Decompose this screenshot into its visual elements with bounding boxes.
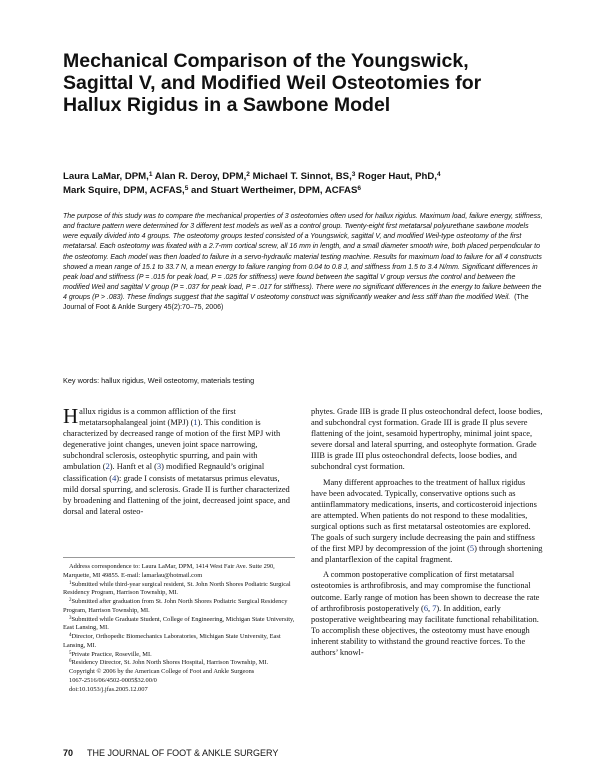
correspondence-note: Address correspondence to: Laura LaMar, DPM, 1414 West Fair Ave. Suite 290, Marquette, MI 49855. E-mail: lamarlau@hotmail.com (63, 563, 275, 579)
reference-link-6[interactable]: 6 (423, 603, 428, 613)
abstract-text: The purpose of this study was to compare the mechanical properties of 3 osteotomies often used for hallux rigidus. Maximum load, failure energy, stiffness, and fracture pattern were determined for 3 different test models as well as a control group. Twenty-eight first metatarsal polyurethane sawbone models were equally divided into 4 groups. The osteotomy groups tested consisted of a Youngswick, sagittal V, and modified Weil-type osteotomy of the first metatarsal. Each osteotomy was fixated with a 2.7-mm cortical screw, all 16 mm in length, and a small diameter smooth wire, both placed perpendicular to the osteotomy. Each model was then loaded to failure in a servo-hydraulic material testing machine. Results for maximum load to failure for all 4 constructs showed a mean range of 15.1 to 33.7 N, a mean energy to failure ranging from 0.04 to 0.8 J, and stiffness from 1.5 to 3.4 N/mm. Significant differences in peak load and stiffness (P = .015 for peak load, P = .025 for stiffness) were found between the sagittal V group versus the control and between the modified Weil and sagittal V group (P = .037 for peak load, P = .017 for stiffness). There were no significant differences in the energy to failure between the 4 groups (P > .083). These findings suggest that the sagittal V osteotomy construct was significantly weaker and less stiff than the modified Weil. (63, 213, 543, 302)
footnote-text: Residency Director, St. John North Shores Hospital, Harrison Township, MI. (71, 659, 269, 667)
affiliation-note (63, 651, 295, 660)
author-affiliation-marker: 4 (436, 171, 441, 178)
body-text: , (428, 603, 433, 613)
affiliation-note (63, 616, 295, 634)
body-text: Many different approaches to the treatment of hallux rigidus have been advocated. Typically, conservative options such as antiinflammatory medications, inserts, and corticosteroid injections are attempted. When patients do not respond to these modalities, surgical options such as first metatarsal osteotomies are explored. The goals of such surgery include decreasing the pain and stiffness of the first MPJ by decompression of the joint ( (311, 477, 537, 554)
footnote-marker: 4 (69, 633, 72, 638)
affiliation-note (63, 659, 295, 668)
author-affiliation-marker: 6 (357, 185, 361, 192)
affiliation-note (63, 581, 295, 599)
issn-note: 1067-2516/06/4502-0005$32.00/0 (69, 676, 157, 684)
author-name: Roger Haut, PhD, (358, 171, 437, 182)
reference-link-5[interactable]: 5 (469, 544, 475, 554)
author-list (63, 170, 553, 198)
footnote-text: Private Practice, Roseville, MI. (71, 650, 152, 658)
page-footer (63, 747, 543, 759)
journal-citation: (The Journal of Foot & Ankle Surgery 45(2):70–75, 2006) (63, 294, 529, 312)
footnote-text: Submitted while Graduate Student, College of Engineering, Michigan State University, East Lansing, MI. (63, 615, 295, 632)
body-text: ). In addition, early postoperative weightbearing may facilitate functional rehabilitation. To accomplish these objectives, the osteotomy must have enough inherent stability to withstand the ground reactive forces. To the authors’ knowl- (311, 603, 539, 657)
body-paragraph: phytes. Grade IIB is grade II plus osteochondral defect, loose bodies, and subchondral cyst formation. Grade III is grade II plus severe flattening of the joint, sesamoid hypertrophy, minimal joint space, severe dorsal and lateral spurring, and osteophyte formation. Grade IIIB is grade III plus osteochondral defects, loose bodies, and subchondral cyst formation. (311, 407, 543, 472)
article-title: Mechanical Comparison of the Youngswick, Sagittal V, and Modified Weil Osteotomies for Hallux Rigidus in a Sawbone Model (63, 50, 482, 116)
reference-link-2[interactable]: 2 (105, 462, 110, 472)
doi-note[interactable]: doi:10.1053/j.jfas.2005.12.007 (69, 685, 148, 693)
body-text: ). This condition is characterized by decreased range of motion of the first MPJ with degenerative joint changes, uneven joint space narrowing, subchondral sclerosis, osteophytic spurring, and pain with ambulation ( (63, 418, 281, 472)
keywords: Key words: hallux rigidus, Weil osteotomy, materials testing (63, 376, 255, 385)
affiliation-note (63, 633, 295, 651)
footnotes (63, 557, 295, 694)
body-column-left (63, 406, 295, 517)
author-name: Mark Squire, DPM, ACFAS, (63, 185, 185, 196)
author-name: Alan R. Deroy, DPM, (154, 171, 247, 182)
affiliation-note (63, 598, 295, 616)
body-text: ): grade I consists of metatarsus primus elevatus, mild dorsal spurring, and sclerosis. Grade II is further characterized by broadening and flattening of the joint, decreased joint space, and dorsal and lateral osteo- (63, 473, 290, 516)
body-paragraph (63, 406, 295, 517)
body-text: ) through shortening and plantarflexion of the capital fragment. (311, 544, 543, 565)
footnote-marker: 1 (69, 580, 72, 586)
abstract (63, 212, 543, 314)
author-affiliation-marker: 1 (148, 171, 153, 178)
page-number: 70 (63, 748, 74, 758)
body-text: ). Hanft et al ( (109, 462, 157, 472)
journal-name: THE JOURNAL OF FOOT & ANKLE SURGERY (87, 748, 279, 758)
body-text: ) modified Regnauld’s original classification ( (63, 462, 265, 483)
author-name: Michael T. Sinnot, BS, (252, 171, 352, 182)
author-affiliation-marker: 3 (351, 171, 356, 178)
footnote-marker: 5 (69, 650, 72, 656)
copyright-note: Copyright © 2006 by the American College of Foot and Ankle Surgeons (69, 668, 255, 675)
author-name: Laura LaMar, DPM, (63, 171, 149, 182)
body-text: allux rigidus is a common affliction of the first metatarsophalangeal joint (MPJ) ( (79, 407, 236, 428)
footnote-marker: 3 (69, 615, 72, 621)
author-affiliation-marker: 2 (246, 171, 250, 178)
reference-link-1[interactable]: 1 (193, 418, 198, 428)
footnote-marker: 2 (69, 598, 72, 603)
author-affiliation-marker: 5 (184, 185, 189, 192)
reference-link-4[interactable]: 4 (112, 473, 117, 483)
body-column-right (311, 406, 543, 658)
drop-cap: H (63, 404, 79, 428)
author-name: and Stuart Wertheimer, DPM, ACFAS (191, 185, 358, 196)
reference-link-7[interactable]: 7 (432, 603, 437, 613)
body-paragraph (311, 569, 543, 658)
reference-link-3[interactable]: 3 (156, 462, 162, 472)
footnote-marker: 6 (69, 659, 72, 665)
footnote-text: Director, Orthopedic Biomechanics Laboratories, Michigan State University, East Lansing, MI. (63, 633, 281, 649)
body-paragraph (311, 477, 543, 566)
body-text: A common postoperative complication of first metatarsal osteotomies is arthrofibrosis, and may compromise the functional outcome. Early range of motion has been shown to decrease the rate of arthrofibrosis postoperatively ( (311, 570, 540, 613)
footnote-text: Submitted while third-year surgical resident, St. John North Shores Podiatric Surgical Residency Program, Harrison Township, MI. (63, 580, 291, 597)
footnote-text: Submitted after graduation from St. John North Shores Podiatric Surgical Residency Program, Harrison Township, MI. (63, 598, 288, 614)
